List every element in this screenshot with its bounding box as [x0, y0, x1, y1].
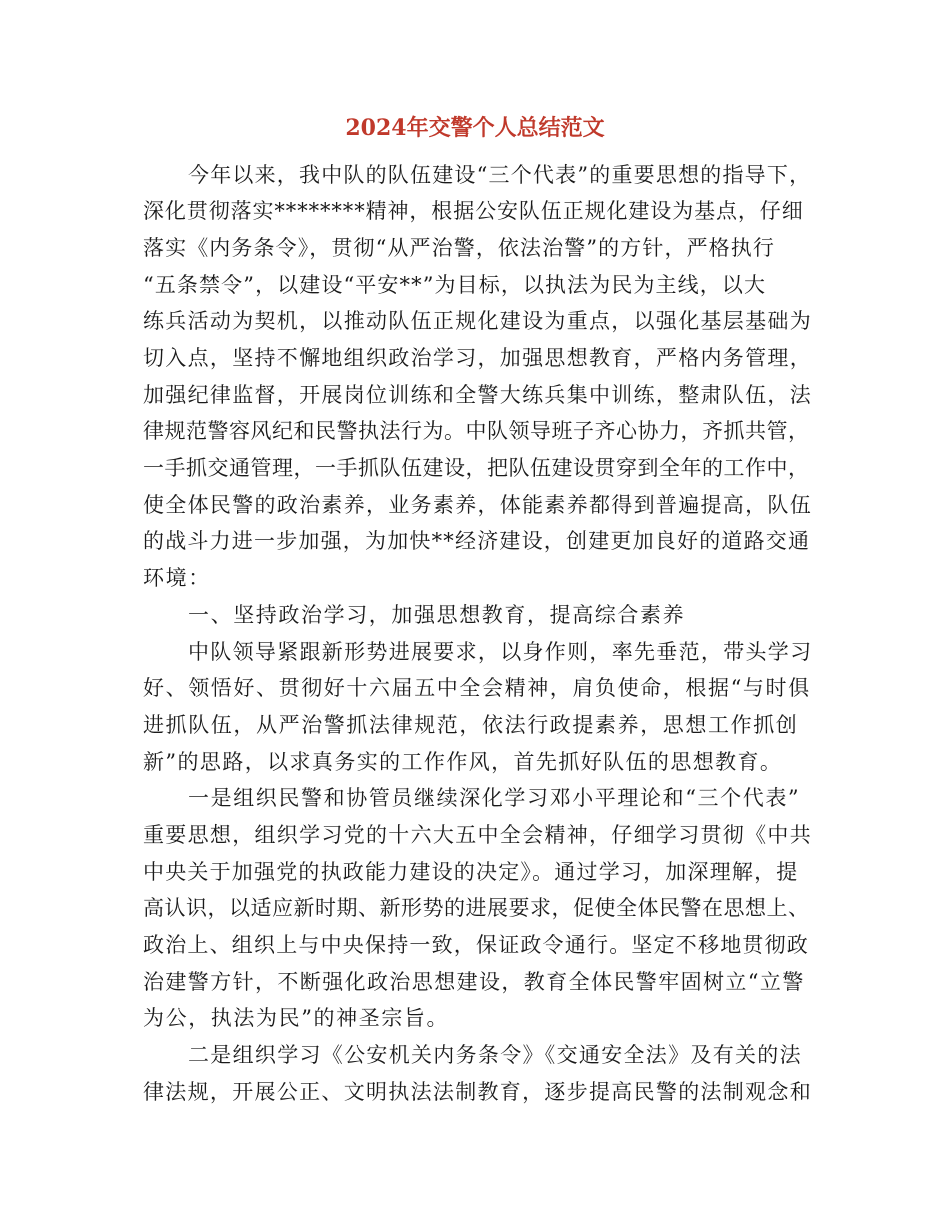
- paragraph-line: 为公，执法为民”的神圣宗旨。: [143, 1006, 450, 1030]
- paragraph-line: 一手抓交通管理，一手抓队伍建设，把队伍建设贯穿到全年的工作中，: [143, 456, 810, 480]
- paragraph-line: 中央关于加强党的执政能力建设的决定》。通过学习，加深理解，提: [143, 860, 799, 884]
- paragraph-line: 的战斗力进一步加强，为加快**经济建设，创建更加良好的道路交通: [143, 529, 811, 553]
- paragraph-line: 加强纪律监督，开展岗位训练和全警大练兵集中训练，整肃队伍，法: [143, 383, 812, 407]
- paragraph-line: 重要思想，组织学习党的十六大五中全会精神，仔细学习贯彻《中共: [143, 823, 812, 847]
- paragraph-line: 律规范警容风纪和民警执法行为。中队领导班子齐心协力，齐抓共管，: [143, 419, 810, 443]
- paragraph-line: 深化贯彻落实********精神，根据公安队伍正规化建设为基点，仔细: [143, 199, 804, 223]
- paragraph-line: 新”的思路，以求真务实的工作作风，首先抓好队伍的思想教育。: [143, 750, 783, 774]
- paragraph-line: 切入点，坚持不懈地组织政治学习，加强思想教育，严格内务管理，: [143, 346, 812, 370]
- paragraph-line: 律法规，开展公正、文明执法法制教育，逐步提高民警的法制观念和: [143, 1080, 812, 1104]
- paragraph-line: 练兵活动为契机，以推动队伍正规化建设为重点，以强化基层基础为: [143, 309, 812, 333]
- paragraph-line: 进抓队伍，从严治警抓法律规范，依法行政提素养，思想工作抓创: [143, 713, 799, 737]
- section-heading: 一、坚持政治学习，加强思想教育，提高综合素养: [188, 603, 686, 627]
- paragraph-line: 政治上、组织上与中央保持一致，保证政令通行。坚定不移地贯彻政: [143, 933, 809, 957]
- paragraph-line: 环境：: [143, 566, 211, 590]
- paragraph-line: 使全体民警的政治素养，业务素养，体能素养都得到普遍提高，队伍: [143, 493, 812, 517]
- paragraph-line: 二是组织学习《公安机关内务条令》《交通安全法》及有关的法: [188, 1043, 802, 1067]
- paragraph-line: 好、领悟好、贯彻好十六届五中全会精神，肩负使命，根据“与时俱: [143, 676, 811, 700]
- paragraph-line: 高认识，以适应新时期、新形势的进展要求，促使全体民警在思想上、: [143, 896, 810, 920]
- paragraph-line: 今年以来，我中队的队伍建设“三个代表”的重要思想的指导下，: [188, 163, 812, 187]
- paragraph-line: 中队领导紧跟新形势进展要求，以身作则，率先垂范，带头学习: [188, 640, 813, 664]
- document-title: 2024年交警个人总结范文: [345, 115, 605, 141]
- paragraph-line: 一是组织民警和协管员继续深化学习邓小平理论和“三个代表”: [188, 786, 801, 810]
- paragraph-line: “五条禁令”，以建设“平安**”为目标，以执法为民为主线，以大: [143, 273, 767, 297]
- paragraph-line: 落实《内务条令》，贯彻“从严治警，依法治警”的方针，严格执行: [143, 236, 775, 260]
- paragraph-line: 治建警方针，不断强化政治思想建设，教育全体民警牢固树立“立警: [143, 970, 805, 994]
